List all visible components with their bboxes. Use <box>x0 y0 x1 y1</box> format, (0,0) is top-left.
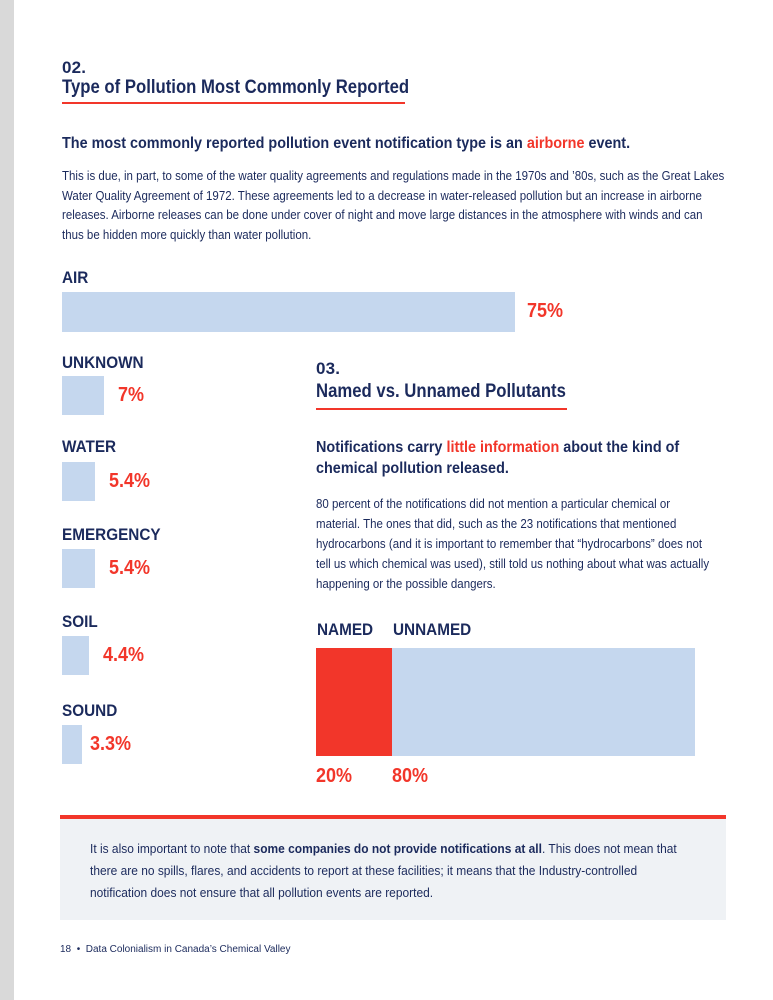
note-bold: some companies do not provide notifications at all <box>253 841 542 856</box>
value-label-air: 75% <box>527 300 564 322</box>
lead-text-end: event. <box>584 135 631 152</box>
category-label-sound: SOUND <box>62 701 118 720</box>
lead-text: The most commonly reported pollution event notification type is an <box>62 135 527 152</box>
bar-emergency <box>62 549 95 588</box>
body-paragraph: 80 percent of the notifications did not mention a particular chemical or material. The ones that did, such as the 23 notifications that mentioned hydrocarbons (and it is important to remember that “hydrocarbons” does not tell us which chemical was used), still told us nothing about what was actually happening or the possible dangers. <box>316 497 710 591</box>
note-box <box>60 819 726 920</box>
value-label-soil: 4.4% <box>102 644 144 666</box>
value-label-emergency: 5.4% <box>108 557 150 579</box>
note-text <box>90 838 688 904</box>
value-label-unnamed: 80% <box>391 765 428 787</box>
category-label-unknown: UNKNOWN <box>62 353 144 372</box>
page-edge-strip <box>0 0 14 1000</box>
bar-unknown <box>62 376 104 415</box>
section-title: Named vs. Unnamed Pollutants <box>316 381 566 402</box>
section-number: 02. <box>62 58 87 77</box>
category-label-emergency: EMERGENCY <box>62 525 161 544</box>
lead-sentence <box>316 437 679 479</box>
category-label-named: NAMED <box>317 620 374 639</box>
lead-sentence <box>62 135 630 153</box>
note-text-end: . This does not mean that there are no spills, flares, and accidents to report at these facilities; it means that the Industry-controlled notification does not ensure that all pollution events are reported. <box>90 841 677 900</box>
section-title: Type of Pollution Most Commonly Reported <box>62 77 410 98</box>
footer <box>60 944 291 955</box>
value-label-named: 20% <box>316 765 353 787</box>
lead-text: Notifications carry <box>316 439 447 456</box>
lead-accent: airborne <box>526 135 585 152</box>
publication-title: Data Colonialism in Canada’s Chemical Valley <box>85 944 291 955</box>
bar-segment-unnamed <box>392 648 695 756</box>
page-number: 18 <box>60 944 72 955</box>
body-paragraph: This is due, in part, to some of the water quality agreements and regulations made in the 1970s and ’80s, such as the Great Lakes Water Quality Agreement of 1972. These agreements led to a decrease in water-released pollution but an increase in airborne releases. Airborne releases can be done under cover of night and move large distances in the atmosphere with winds and can thus be hidden more quickly than water pollution. <box>62 169 725 242</box>
lead-accent: little information <box>446 439 560 456</box>
section-number: 03. <box>316 359 341 378</box>
category-label-soil: SOIL <box>62 612 98 631</box>
bar-segment-named <box>316 648 392 756</box>
value-label-water: 5.4% <box>108 470 150 492</box>
bar-air <box>62 292 515 332</box>
lead-text-end: about the kind of <box>559 439 680 456</box>
category-label-unnamed: UNNAMED <box>392 620 471 639</box>
bar-water <box>62 462 95 501</box>
footer-separator: • <box>76 944 81 955</box>
bar-soil <box>62 636 89 675</box>
title-underline <box>316 408 567 410</box>
note-text-start: It is also important to note that <box>90 841 254 856</box>
category-label-air: AIR <box>62 268 89 287</box>
value-label-unknown: 7% <box>118 384 145 406</box>
category-label-water: WATER <box>62 437 117 456</box>
bar-sound <box>62 725 82 764</box>
value-label-sound: 3.3% <box>89 733 131 755</box>
lead-text-line2: chemical pollution released. <box>316 460 509 477</box>
title-underline <box>62 102 405 104</box>
